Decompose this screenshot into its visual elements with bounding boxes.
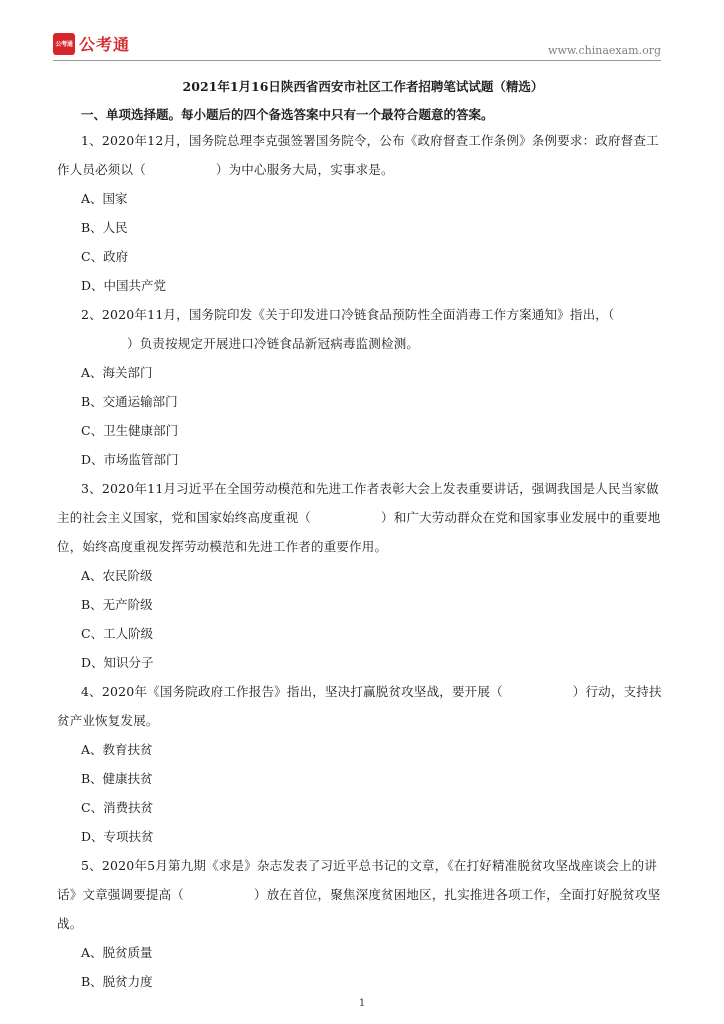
option: C、卫生健康部门	[81, 423, 179, 438]
question-stem	[57, 851, 669, 938]
page-header	[53, 30, 661, 60]
option: B、无产阶级	[81, 597, 153, 612]
option: D、专项扶贫	[81, 829, 154, 844]
question-1	[57, 126, 669, 300]
question-2	[57, 300, 669, 474]
option: D、知识分子	[81, 655, 154, 670]
option: D、市场监管部门	[81, 452, 179, 467]
option: C、政府	[81, 249, 129, 264]
stem-text: ）行动，支持扶贫产业恢复发展。	[57, 684, 662, 728]
option: C、消费扶贫	[81, 800, 154, 815]
option: A、海关部门	[81, 365, 153, 380]
stem-text: ）放在首位，聚焦深度贫困地区，扎实推进各项工作，全面打好脱贫攻坚战。	[57, 887, 661, 931]
section-heading: 一、单项选择题。每小题后的四个备选答案中只有一个最符合题意的答案。	[81, 107, 494, 122]
option: A、农民阶级	[81, 568, 153, 583]
question-stem	[57, 126, 669, 184]
logo-badge	[53, 33, 75, 55]
logo-badge-text: 公考通	[55, 41, 73, 48]
stem-text: 5、2020年5月第九期《求是》杂志发表了习近平总书记的文章，《在打好精准脱贫攻坚战座谈会上的讲话》文章强调要提高（	[57, 858, 658, 902]
page-number: 1	[358, 998, 366, 1009]
option: A、教育扶贫	[81, 742, 153, 757]
question-3	[57, 474, 669, 677]
stem-text: 2、2020年11月，国务院印发《关于印发进口冷链食品预防性全面消毒工作方案通知》指出，（	[81, 307, 615, 322]
site-url[interactable]: www.chinaexam.org	[548, 44, 661, 57]
option: B、人民	[81, 220, 128, 235]
document-title: 2021年1月16日陕西省西安市社区工作者招聘笔试试题（精选）	[182, 79, 544, 94]
header-divider	[53, 60, 661, 61]
option: A、国家	[81, 191, 128, 206]
stem-text: ）为中心服务大局，实事求是。	[215, 162, 394, 177]
option: D、中国共产党	[81, 278, 167, 293]
option: B、交通运输部门	[81, 394, 178, 409]
question-stem	[57, 300, 669, 358]
option: B、健康扶贫	[81, 771, 153, 786]
question-stem	[57, 474, 669, 561]
document-body	[57, 72, 669, 996]
question-5	[57, 851, 669, 996]
stem-text: ）和广大劳动群众在党和国家事业发展中的重要地位，始终高度重视发挥劳动模范和先进工作者的重要作用。	[57, 510, 661, 554]
logo-text: 公考通	[79, 35, 131, 54]
stem-text: ）负责按规定开展进口冷链食品新冠病毒监测检测。	[127, 336, 420, 351]
option: C、工人阶级	[81, 626, 154, 641]
stem-text: 1、2020年12月，国务院总理李克强签署国务院令，公布《政府督查工作条例》条例要求：政府督查工作人员必须以（	[57, 133, 659, 177]
stem-text: 4、2020年《国务院政府工作报告》指出，坚决打赢脱贫攻坚战，要开展（	[81, 684, 503, 699]
option: B、脱贫力度	[81, 974, 153, 989]
site-logo[interactable]	[53, 32, 130, 55]
question-4	[57, 677, 669, 851]
stem-text: 3、2020年11月习近平在全国劳动模范和先进工作者表彰大会上发表重要讲话，强调我国是人民当家做主的社会主义国家，党和国家始终高度重视（	[57, 481, 659, 525]
question-stem	[57, 677, 669, 735]
option: A、脱贫质量	[81, 945, 153, 960]
